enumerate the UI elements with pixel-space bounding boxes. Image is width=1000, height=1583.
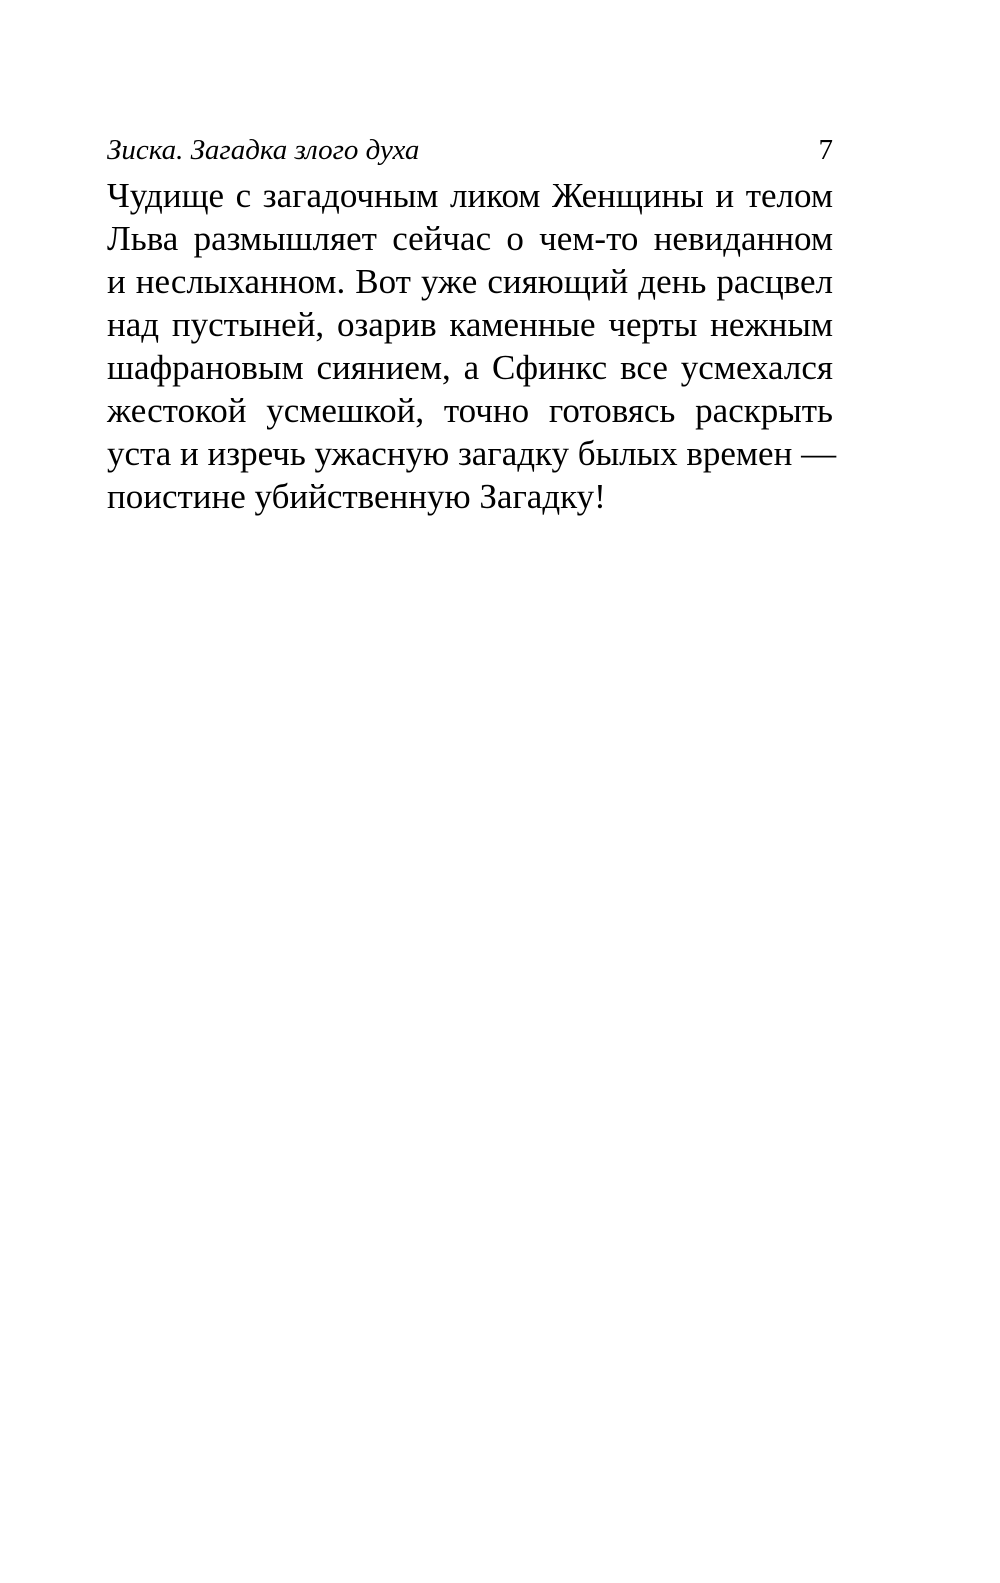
text-line: уста и изречь ужасную загадку былых времен — (107, 434, 837, 473)
text-line: над пустыней, озарив каменные черты нежным (107, 305, 833, 344)
book-page (107, 130, 837, 518)
body-paragraph (107, 174, 837, 518)
running-head (107, 130, 833, 174)
running-title: Зиска. Загадка злого духа (107, 134, 420, 166)
text-line: жестокой усмешкой, точно готовясь раскрыть (107, 391, 833, 430)
text-line: Льва размышляет сейчас о чем-то невиданном (107, 219, 833, 258)
text-line: поистине убийственную Загадку! (107, 477, 606, 516)
text-line: шафрановым сиянием, а Сфинкс все усмехался (107, 348, 833, 387)
page-number: 7 (818, 134, 833, 166)
text-line: Чудище с загадочным ликом Женщины и телом (107, 176, 833, 215)
text-line: и неслыханном. Вот уже сияющий день расцвел (107, 262, 833, 301)
